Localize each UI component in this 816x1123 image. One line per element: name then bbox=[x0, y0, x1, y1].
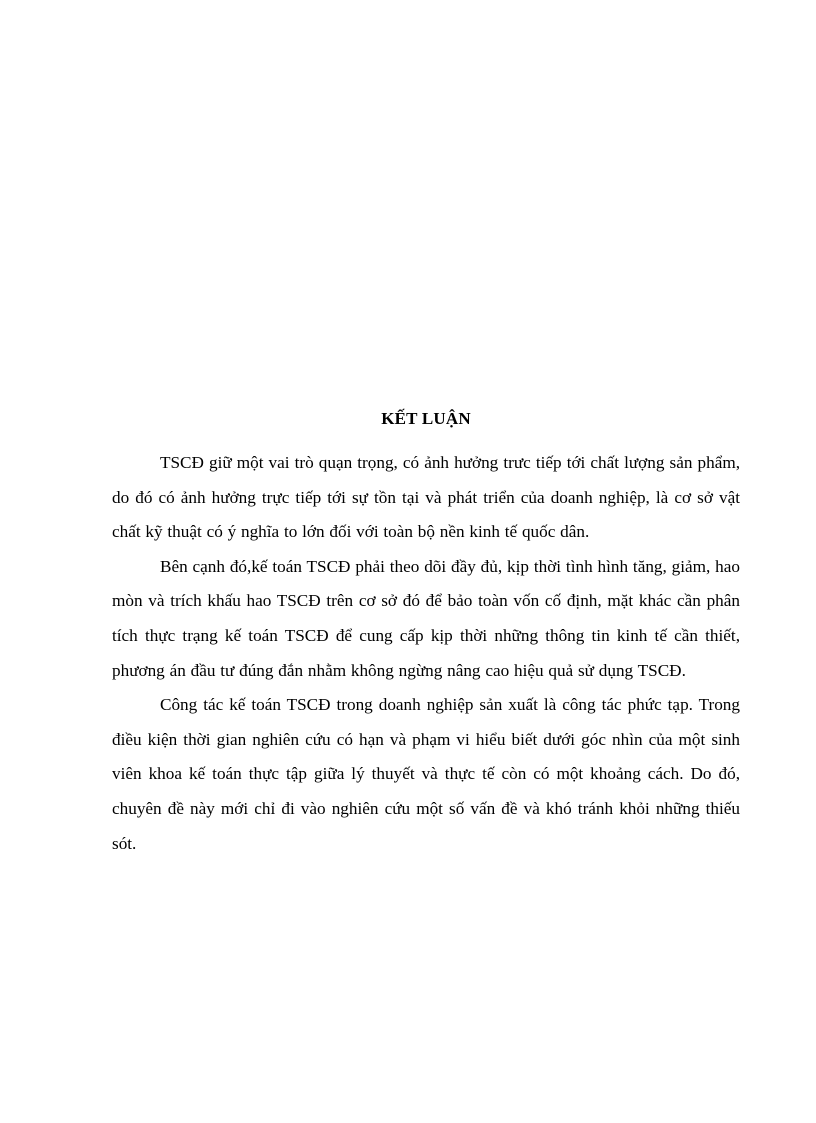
paragraph-1: TSCĐ giữ một vai trò quạn trọng, có ảnh hưởng trưc tiếp tới chất lượng sản phẩm, do đó có ảnh hưởng trực tiếp tới sự tồn tại và phát triển của doanh nghiệp, là cơ sở vật chất kỹ thuật có ý nghĩa to lớn đối với toàn bộ nền kinh tế quốc dân. bbox=[112, 453, 740, 542]
paragraph-3: Công tác kế toán TSCĐ trong doanh nghiệp sản xuất là công tác phức tạp. Trong điều kiện thời gian nghiên cứu có hạn và phạm vi hiểu biết dưới góc nhìn của một sinh viên khoa kế toán thực tập giữa lý thuyết và thực tế còn có một khoảng cách. Do đó, chuyên đề này mới chỉ đi vào nghiên cứu một số vấn đề và khó tránh khỏi những thiếu sót. bbox=[112, 695, 740, 853]
paragraph-2: Bên cạnh đó,kế toán TSCĐ phải theo dõi đầy đủ, kịp thời tình hình tăng, giảm, hao mòn và trích khấu hao TSCĐ trên cơ sở đó để bảo toàn vốn cố định, mặt khác cần phân tích thực trạng kế toán TSCĐ để cung cấp kịp thời những thông tin kinh tế cần thiết, phương án đầu tư đúng đắn nhằm không ngừng nâng cao hiệu quả sử dụng TSCĐ. bbox=[112, 556, 740, 680]
document-body bbox=[112, 402, 740, 861]
page-title: KẾT LUẬN bbox=[381, 409, 471, 428]
